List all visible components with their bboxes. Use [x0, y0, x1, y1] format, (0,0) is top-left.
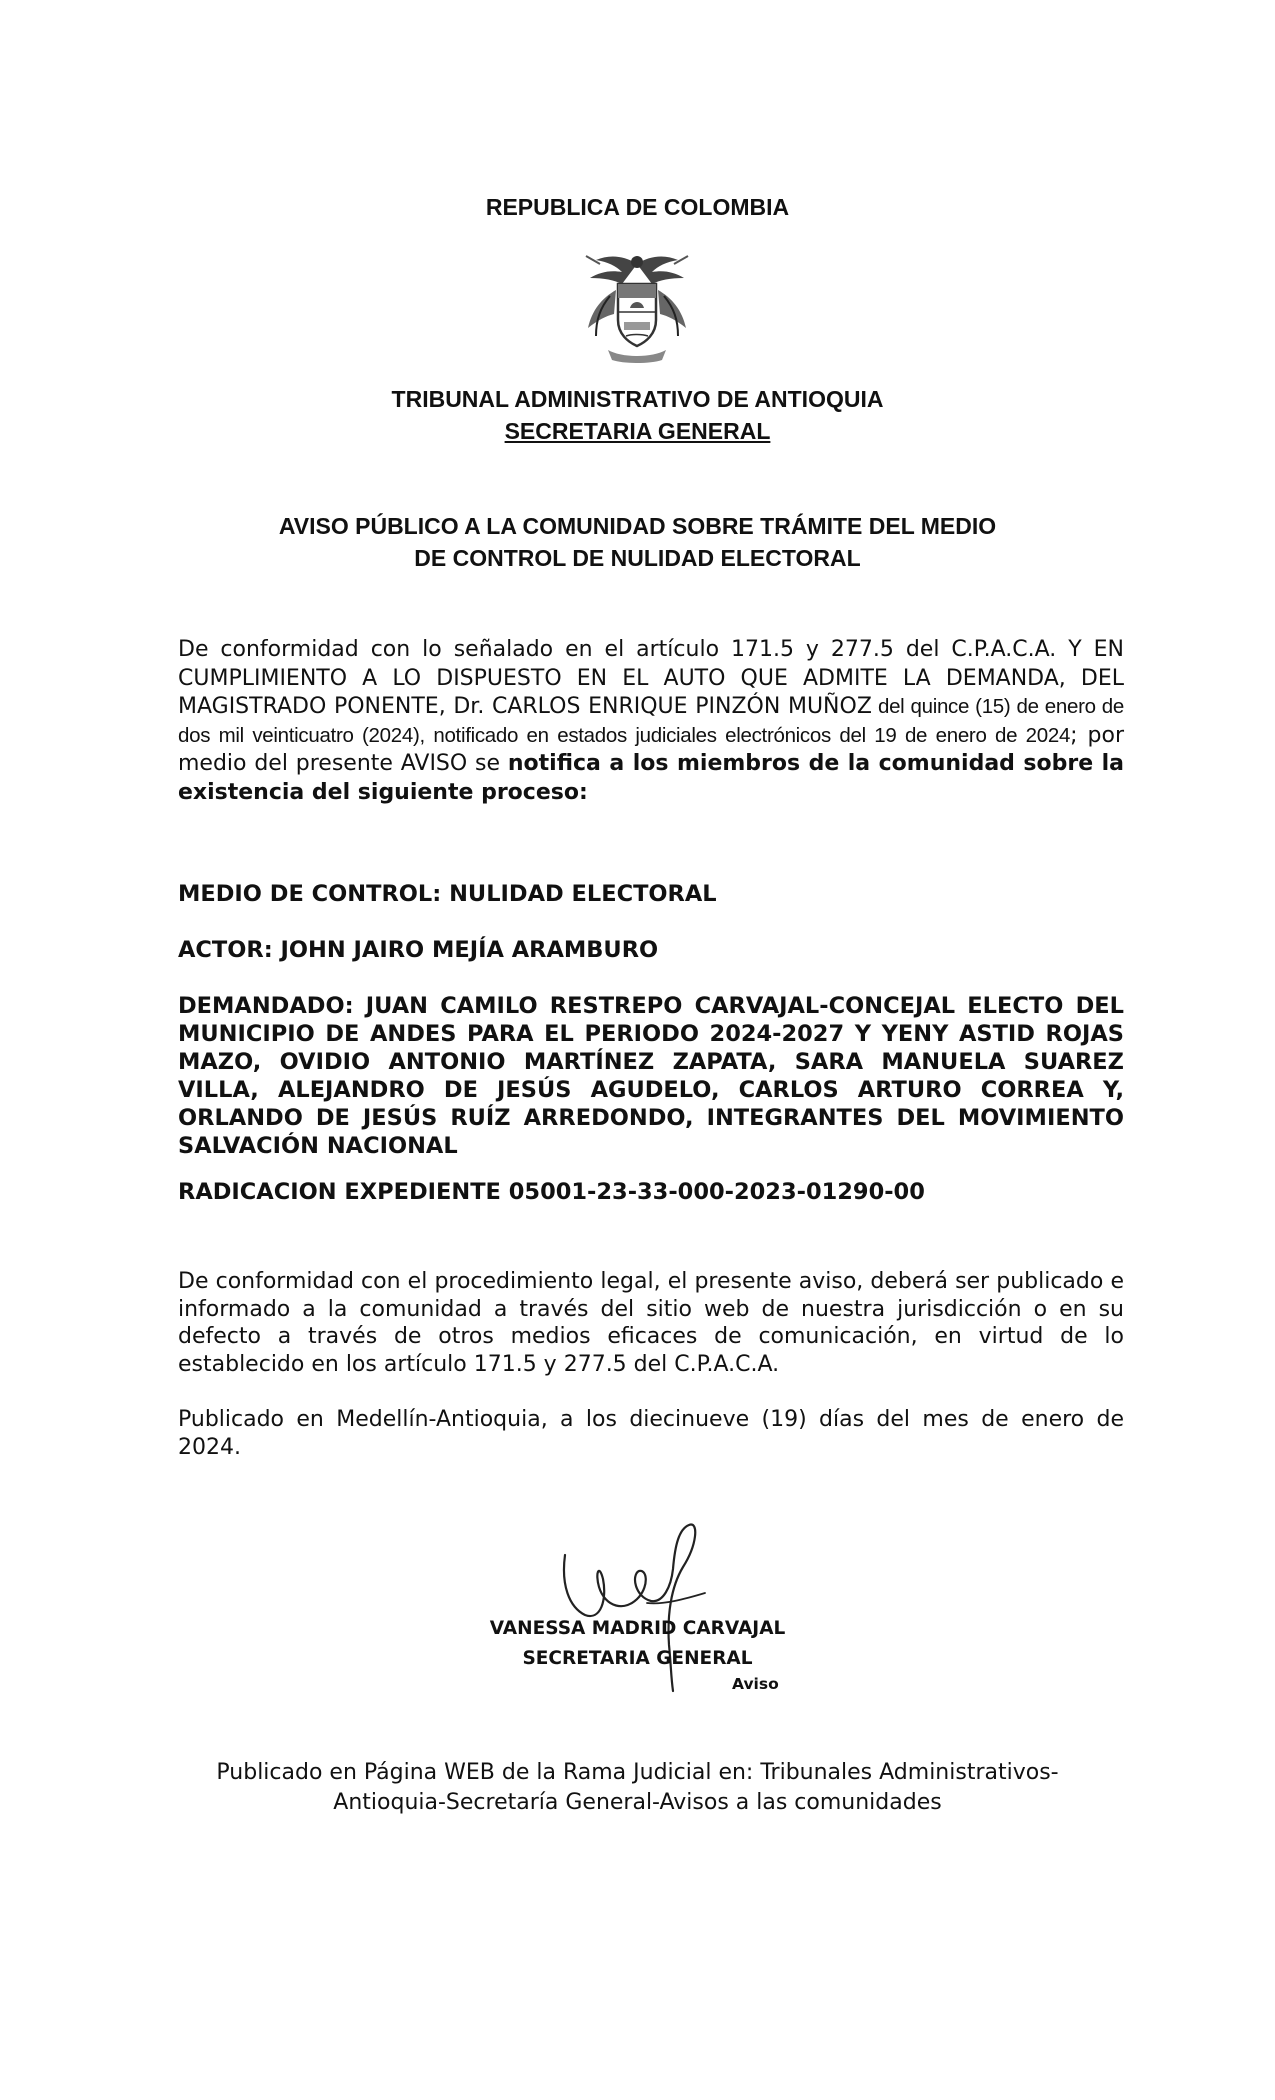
publication-date-paragraph: Publicado en Medellín-Antioquia, a los diecinueve (19) días del mes de enero de 2024. [178, 1407, 1124, 1460]
coat-of-arms-icon [570, 250, 704, 366]
notice-title-line-2: DE CONTROL DE NULIDAD ELECTORAL [414, 545, 861, 571]
signer-role: SECRETARIA GENERAL [522, 1648, 753, 1669]
notice-title [0, 510, 1275, 574]
footer-line-1: Publicado en Página WEB de la Rama Judicial en: Tribunales Administrativos- [216, 1760, 1059, 1785]
intro-text-1: De conformidad con lo señalado en el artículo 171.5 y 277.5 del C.P.A.C.A. Y EN CUMPLIMIENTO A LO DISPUESTO EN EL AUTO QUE ADMITE LA DEMANDA, DEL MAGISTRADO PONENTE, Dr. CARLOS ENRIQUE PINZÓN MUÑOZ [178, 637, 1124, 719]
notice-title-line-1: AVISO PÚBLICO A LA COMUNIDAD SOBRE TRÁMITE DEL MEDIO [278, 513, 997, 539]
intro-text-3: ; por medio del presente AVISO se [178, 722, 1124, 776]
signature-note: Aviso [732, 1675, 779, 1693]
case-number: RADICACION EXPEDIENTE 05001-23-33-000-2023-01290-00 [178, 1179, 925, 1205]
footer-line-2: Antioquia-Secretaría General-Avisos a las comunidades [333, 1790, 942, 1815]
tribunal-heading [0, 383, 1275, 447]
office-name: SECRETARIA GENERAL [504, 418, 771, 444]
intro-paragraph [178, 636, 1124, 807]
tribunal-name: TRIBUNAL ADMINISTRATIVO DE ANTIOQUIA [391, 386, 884, 412]
intro-text-bold: notifica a los miembros de la comunidad sobre la existencia del siguiente proceso: [178, 751, 1125, 805]
defendants: DEMANDADO: JUAN CAMILO RESTREPO CARVAJAL-CONCEJAL ELECTO DEL MUNICIPIO DE ANDES PARA EL PERIODO 2024-2027 Y YENY ASTID ROJAS MAZO, OVIDIO ANTONIO MARTÍNEZ ZAPATA, SARA MANUELA SUAREZ VILLA, ALEJANDRO DE JESÚS AGUDELO, CARLOS ARTURO CORREA Y, ORLANDO DE JESÚS RUÍZ ARREDONDO, INTEGRANTES DEL MOVIMIENTO SALVACIÓN NACIONAL [178, 993, 1124, 1159]
signer-name: VANESSA MADRID CARVAJAL [489, 1618, 786, 1639]
publication-footer [0, 1758, 1275, 1818]
plaintiff: ACTOR: JOHN JAIRO MEJÍA ARAMBURO [178, 937, 659, 963]
control-medium: MEDIO DE CONTROL: NULIDAD ELECTORAL [178, 881, 717, 907]
legal-paragraph: De conformidad con el procedimiento legal, el presente aviso, deberá ser publicado e informado a la comunidad a través del sitio web de nuestra jurisdicción o en su defecto a través de otros medios eficaces de comunicación, en virtud de lo establecido en los artículo 171.5 y 277.5 del C.P.A.C.A. [178, 1269, 1124, 1377]
intro-text-2: del quince (15) de enero de dos mil veinticuatro (2024), notificado en estados judiciales electrónicos del 19 de enero de 2024 [178, 695, 1124, 747]
country-heading: REPUBLICA DE COLOMBIA [485, 194, 790, 220]
